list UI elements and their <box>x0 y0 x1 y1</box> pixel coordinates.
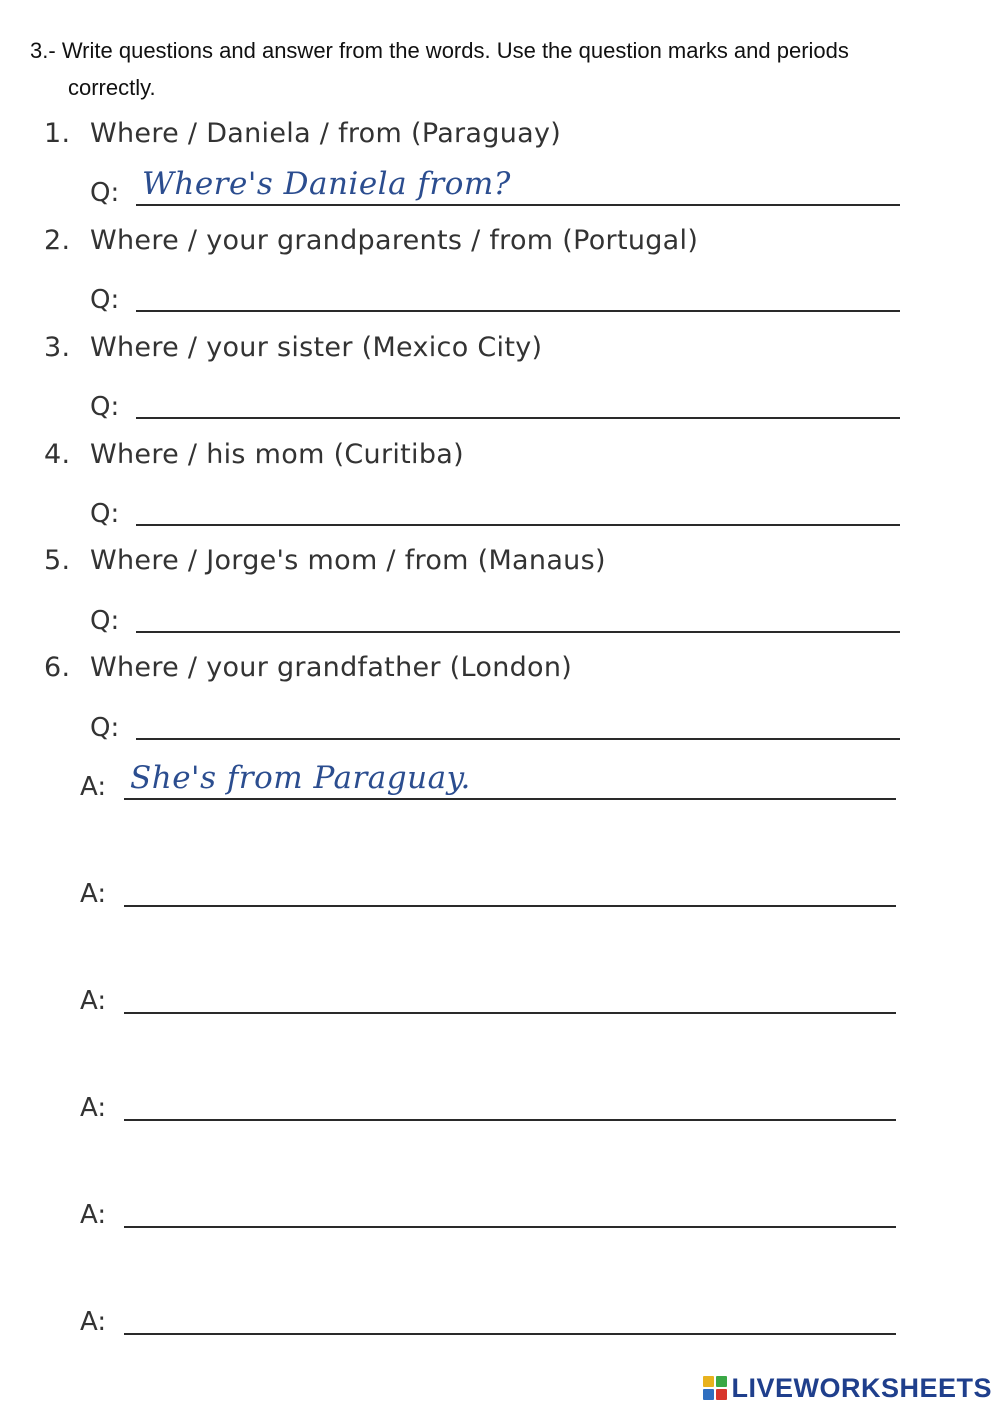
answer-line-3[interactable] <box>124 1012 896 1014</box>
item-number: 4. <box>44 439 71 470</box>
item-text: Where / Daniela / from (Paraguay) <box>90 118 562 149</box>
question-line-5[interactable] <box>136 631 900 633</box>
prompt-item-3 <box>44 332 542 363</box>
answer-text-1[interactable]: She's from Paraguay. <box>130 760 471 796</box>
prompt-item-1 <box>44 118 561 149</box>
item-text: Where / his mom (Curitiba) <box>90 439 464 470</box>
q-label-5: Q: <box>90 606 120 636</box>
item-number: 2. <box>44 225 71 256</box>
logo-tile <box>703 1376 714 1387</box>
prompt-item-6 <box>44 652 572 683</box>
instructions <box>30 32 970 106</box>
liveworksheets-logo <box>703 1371 992 1405</box>
q-label-3: Q: <box>90 392 120 422</box>
item-number: 5. <box>44 545 71 576</box>
instruction-number: 3.- <box>30 38 56 63</box>
logo-tile <box>716 1376 727 1387</box>
a-label-6: A: <box>80 1307 107 1337</box>
item-text: Where / Jorge's mom / from (Manaus) <box>90 545 606 576</box>
question-answer-1[interactable]: Where's Daniela from? <box>142 166 511 202</box>
answer-line-6[interactable] <box>124 1333 896 1335</box>
prompt-item-5 <box>44 545 606 576</box>
instruction-text-line1: Write questions and answer from the words. Use the question marks and periods <box>61 38 849 63</box>
item-text: Where / your sister (Mexico City) <box>90 332 543 363</box>
item-number: 6. <box>44 652 71 683</box>
item-number: 1. <box>44 118 71 149</box>
question-line-4[interactable] <box>136 524 900 526</box>
q-label-1: Q: <box>90 178 120 208</box>
logo-text: LIVEWORKSHEETS <box>731 1372 992 1403</box>
question-line-6[interactable] <box>136 738 900 740</box>
answer-line-5[interactable] <box>124 1226 896 1228</box>
item-number: 3. <box>44 332 71 363</box>
q-label-6: Q: <box>90 713 120 743</box>
prompt-item-2 <box>44 225 698 256</box>
instruction-text-line2: correctly. <box>68 75 156 100</box>
a-label-5: A: <box>80 1200 107 1230</box>
answer-line-4[interactable] <box>124 1119 896 1121</box>
q-label-2: Q: <box>90 285 120 315</box>
question-line-1[interactable] <box>136 204 900 206</box>
a-label-1: A: <box>80 772 107 802</box>
answer-line-1[interactable] <box>124 798 896 800</box>
item-text: Where / your grandparents / from (Portugal) <box>90 225 699 256</box>
a-label-3: A: <box>80 986 107 1016</box>
answer-line-2[interactable] <box>124 905 896 907</box>
a-label-4: A: <box>80 1093 107 1123</box>
logo-tile <box>703 1389 714 1400</box>
item-text: Where / your grandfather (London) <box>90 652 573 683</box>
a-label-2: A: <box>80 879 107 909</box>
logo-tiles-icon <box>703 1376 727 1400</box>
q-label-4: Q: <box>90 499 120 529</box>
prompt-item-4 <box>44 439 464 470</box>
question-line-3[interactable] <box>136 417 900 419</box>
logo-tile <box>716 1389 727 1400</box>
question-line-2[interactable] <box>136 310 900 312</box>
